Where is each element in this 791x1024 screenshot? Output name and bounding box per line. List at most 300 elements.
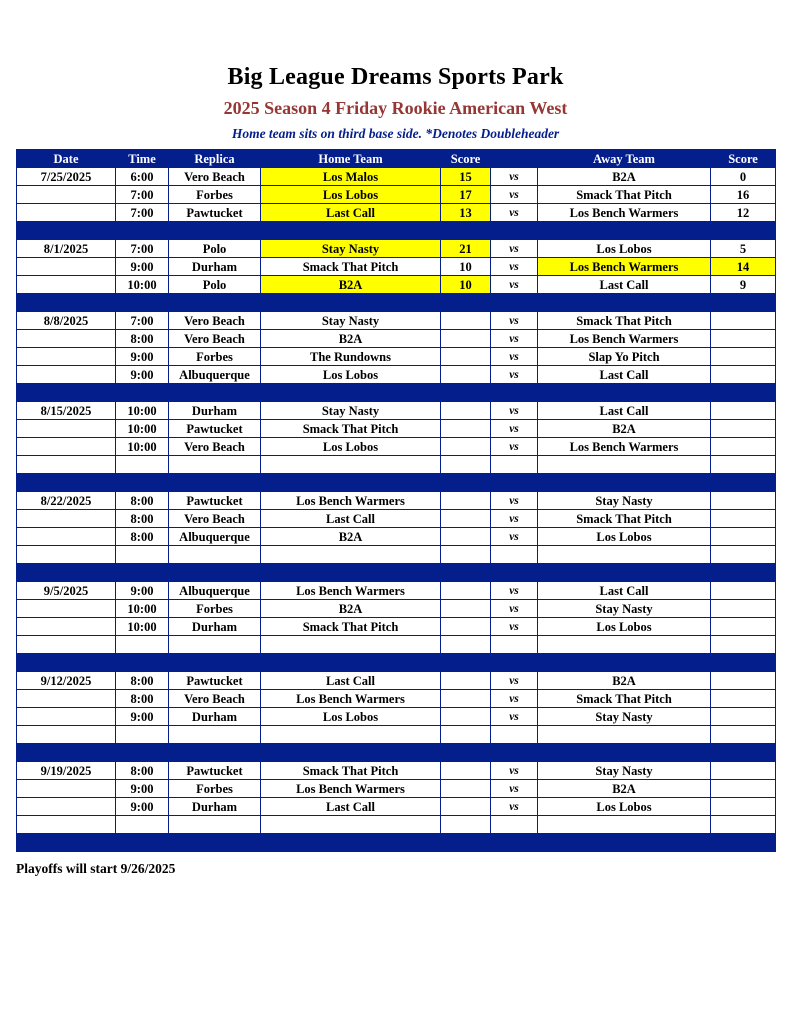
away-team-cell: Smack That Pitch	[538, 510, 711, 528]
vs-cell: vs	[491, 438, 538, 456]
schedule-table-body	[17, 168, 776, 852]
away-team-cell: Last Call	[538, 276, 711, 294]
home-score-cell	[441, 420, 491, 438]
home-team-cell: Stay Nasty	[261, 312, 441, 330]
home-team-cell: B2A	[261, 528, 441, 546]
time-cell: 10:00	[116, 618, 169, 636]
blank-cell	[441, 456, 491, 474]
away-team-cell: B2A	[538, 672, 711, 690]
home-team-cell: Smack That Pitch	[261, 420, 441, 438]
home-score-cell	[441, 672, 491, 690]
replica-cell: Pawtucket	[169, 762, 261, 780]
game-row	[17, 708, 776, 726]
home-team-cell: Los Lobos	[261, 186, 441, 204]
home-score-cell: 10	[441, 276, 491, 294]
away-score-cell	[711, 600, 776, 618]
date-cell	[17, 708, 116, 726]
away-score-cell	[711, 582, 776, 600]
table-header-row	[17, 150, 776, 168]
replica-cell: Albuquerque	[169, 582, 261, 600]
separator-row	[17, 564, 776, 582]
separator-row	[17, 474, 776, 492]
date-cell	[17, 618, 116, 636]
away-team-cell: Los Bench Warmers	[538, 258, 711, 276]
time-cell: 7:00	[116, 186, 169, 204]
home-score-cell	[441, 510, 491, 528]
replica-cell: Vero Beach	[169, 312, 261, 330]
home-score-cell	[441, 708, 491, 726]
replica-cell: Durham	[169, 708, 261, 726]
separator-row	[17, 384, 776, 402]
vs-cell: vs	[491, 600, 538, 618]
vs-cell: vs	[491, 186, 538, 204]
home-score-cell	[441, 312, 491, 330]
separator-cell	[17, 564, 776, 582]
game-row	[17, 186, 776, 204]
separator-row	[17, 744, 776, 762]
date-cell	[17, 798, 116, 816]
schedule-note: Home team sits on third base side. *Denotes Doubleheader	[231, 126, 560, 141]
blank-cell	[441, 816, 491, 834]
vs-cell: vs	[491, 492, 538, 510]
blank-cell	[491, 726, 538, 744]
game-row	[17, 600, 776, 618]
away-team-cell: B2A	[538, 420, 711, 438]
home-score-cell	[441, 366, 491, 384]
home-score-cell: 15	[441, 168, 491, 186]
home-score-cell	[441, 402, 491, 420]
replica-cell: Polo	[169, 276, 261, 294]
home-team-cell: Los Lobos	[261, 438, 441, 456]
home-score-cell	[441, 528, 491, 546]
away-team-cell: Los Bench Warmers	[538, 330, 711, 348]
replica-cell: Polo	[169, 240, 261, 258]
vs-cell: vs	[491, 168, 538, 186]
separator-row	[17, 222, 776, 240]
replica-cell: Pawtucket	[169, 672, 261, 690]
vs-cell: vs	[491, 528, 538, 546]
home-team-cell: Smack That Pitch	[261, 258, 441, 276]
blank-cell	[169, 816, 261, 834]
away-team-cell: B2A	[538, 780, 711, 798]
blank-cell	[116, 816, 169, 834]
vs-cell: vs	[491, 258, 538, 276]
vs-cell: vs	[491, 240, 538, 258]
home-score-cell: 13	[441, 204, 491, 222]
blank-cell	[491, 816, 538, 834]
home-team-cell: Los Bench Warmers	[261, 492, 441, 510]
blank-cell	[169, 456, 261, 474]
away-team-cell: B2A	[538, 168, 711, 186]
away-score-cell: 16	[711, 186, 776, 204]
home-team-cell: Los Malos	[261, 168, 441, 186]
blank-cell	[491, 456, 538, 474]
game-row	[17, 240, 776, 258]
vs-cell: vs	[491, 402, 538, 420]
game-row	[17, 276, 776, 294]
blank-cell	[711, 456, 776, 474]
vs-cell: vs	[491, 312, 538, 330]
home-team-cell: Last Call	[261, 204, 441, 222]
blank-cell	[169, 726, 261, 744]
replica-cell: Vero Beach	[169, 168, 261, 186]
away-team-cell: Los Lobos	[538, 618, 711, 636]
blank-row	[17, 816, 776, 834]
home-team-cell: Last Call	[261, 798, 441, 816]
replica-cell: Vero Beach	[169, 438, 261, 456]
blank-cell	[17, 546, 116, 564]
vs-cell: vs	[491, 582, 538, 600]
blank-cell	[491, 636, 538, 654]
home-score-cell	[441, 438, 491, 456]
date-cell	[17, 204, 116, 222]
blank-cell	[261, 726, 441, 744]
page-subtitle: 2025 Season 4 Friday Rookie American West	[223, 98, 568, 118]
time-cell: 9:00	[116, 780, 169, 798]
away-team-cell: Los Bench Warmers	[538, 204, 711, 222]
replica-cell: Forbes	[169, 600, 261, 618]
replica-cell: Albuquerque	[169, 528, 261, 546]
date-cell	[17, 528, 116, 546]
time-cell: 8:00	[116, 672, 169, 690]
separator-cell	[17, 654, 776, 672]
home-team-cell: Last Call	[261, 672, 441, 690]
home-score-cell: 17	[441, 186, 491, 204]
separator-cell	[17, 474, 776, 492]
home-team-cell: B2A	[261, 276, 441, 294]
home-score-cell	[441, 582, 491, 600]
date-cell: 9/5/2025	[17, 582, 116, 600]
separator-cell	[17, 834, 776, 852]
game-row	[17, 204, 776, 222]
time-cell: 8:00	[116, 492, 169, 510]
vs-cell: vs	[491, 348, 538, 366]
home-team-cell: Smack That Pitch	[261, 762, 441, 780]
date-cell	[17, 510, 116, 528]
date-cell	[17, 258, 116, 276]
date-cell	[17, 780, 116, 798]
blank-cell	[441, 726, 491, 744]
away-team-cell: Slap Yo Pitch	[538, 348, 711, 366]
home-team-cell: Smack That Pitch	[261, 618, 441, 636]
separator-cell	[17, 294, 776, 312]
time-cell: 9:00	[116, 798, 169, 816]
date-cell	[17, 600, 116, 618]
vs-cell: vs	[491, 420, 538, 438]
blank-row	[17, 546, 776, 564]
vs-cell: vs	[491, 780, 538, 798]
page-title: Big League Dreams Sports Park	[227, 64, 564, 90]
home-score-cell	[441, 690, 491, 708]
game-row	[17, 420, 776, 438]
replica-cell: Vero Beach	[169, 510, 261, 528]
away-score-cell	[711, 438, 776, 456]
blank-row	[17, 456, 776, 474]
blank-row	[17, 726, 776, 744]
blank-cell	[261, 546, 441, 564]
game-row	[17, 690, 776, 708]
away-team-cell: Smack That Pitch	[538, 690, 711, 708]
column-header-away-score: Score	[711, 150, 776, 168]
home-team-cell: Los Bench Warmers	[261, 690, 441, 708]
time-cell: 8:00	[116, 690, 169, 708]
away-score-cell: 12	[711, 204, 776, 222]
home-score-cell	[441, 348, 491, 366]
time-cell: 6:00	[116, 168, 169, 186]
away-score-cell	[711, 618, 776, 636]
away-score-cell	[711, 492, 776, 510]
away-score-cell	[711, 762, 776, 780]
away-score-cell	[711, 420, 776, 438]
away-team-cell: Last Call	[538, 366, 711, 384]
vs-cell: vs	[491, 798, 538, 816]
home-team-cell: The Rundowns	[261, 348, 441, 366]
separator-cell	[17, 384, 776, 402]
time-cell: 10:00	[116, 276, 169, 294]
blank-cell	[116, 546, 169, 564]
blank-cell	[711, 726, 776, 744]
blank-cell	[711, 816, 776, 834]
game-row	[17, 330, 776, 348]
time-cell: 9:00	[116, 258, 169, 276]
home-team-cell: Los Bench Warmers	[261, 780, 441, 798]
away-score-cell	[711, 366, 776, 384]
away-team-cell: Stay Nasty	[538, 492, 711, 510]
column-header-home-score: Score	[441, 150, 491, 168]
away-score-cell	[711, 528, 776, 546]
separator-row	[17, 834, 776, 852]
blank-cell	[261, 636, 441, 654]
date-cell	[17, 348, 116, 366]
vs-cell: vs	[491, 708, 538, 726]
blank-cell	[491, 546, 538, 564]
away-score-cell	[711, 402, 776, 420]
replica-cell: Albuquerque	[169, 366, 261, 384]
blank-cell	[17, 456, 116, 474]
time-cell: 9:00	[116, 708, 169, 726]
playoffs-note: Playoffs will start 9/26/2025	[16, 861, 176, 876]
blank-cell	[441, 546, 491, 564]
away-score-cell: 0	[711, 168, 776, 186]
blank-cell	[17, 816, 116, 834]
blank-cell	[116, 636, 169, 654]
vs-cell: vs	[491, 762, 538, 780]
blank-cell	[116, 726, 169, 744]
away-team-cell: Los Bench Warmers	[538, 438, 711, 456]
date-cell: 7/25/2025	[17, 168, 116, 186]
date-cell	[17, 438, 116, 456]
blank-cell	[538, 726, 711, 744]
game-row	[17, 510, 776, 528]
away-score-cell: 5	[711, 240, 776, 258]
game-row	[17, 672, 776, 690]
game-row	[17, 780, 776, 798]
date-cell	[17, 690, 116, 708]
game-row	[17, 528, 776, 546]
vs-cell: vs	[491, 330, 538, 348]
separator-row	[17, 294, 776, 312]
blank-cell	[17, 636, 116, 654]
date-cell: 8/1/2025	[17, 240, 116, 258]
replica-cell: Durham	[169, 618, 261, 636]
game-row	[17, 762, 776, 780]
replica-cell: Forbes	[169, 186, 261, 204]
column-header-vs	[491, 150, 538, 168]
date-cell	[17, 420, 116, 438]
home-team-cell: B2A	[261, 330, 441, 348]
home-score-cell	[441, 780, 491, 798]
game-row	[17, 366, 776, 384]
game-row	[17, 438, 776, 456]
blank-cell	[711, 636, 776, 654]
away-score-cell	[711, 780, 776, 798]
game-row	[17, 402, 776, 420]
time-cell: 9:00	[116, 582, 169, 600]
replica-cell: Pawtucket	[169, 492, 261, 510]
blank-cell	[169, 636, 261, 654]
blank-cell	[169, 546, 261, 564]
home-team-cell: Last Call	[261, 510, 441, 528]
blank-cell	[538, 636, 711, 654]
home-team-cell: Stay Nasty	[261, 402, 441, 420]
date-cell: 8/15/2025	[17, 402, 116, 420]
vs-cell: vs	[491, 690, 538, 708]
time-cell: 8:00	[116, 528, 169, 546]
home-score-cell	[441, 798, 491, 816]
time-cell: 7:00	[116, 204, 169, 222]
away-score-cell	[711, 708, 776, 726]
home-team-cell: Los Lobos	[261, 708, 441, 726]
separator-cell	[17, 744, 776, 762]
blank-row	[17, 636, 776, 654]
game-row	[17, 618, 776, 636]
replica-cell: Durham	[169, 402, 261, 420]
replica-cell: Forbes	[169, 348, 261, 366]
home-score-cell	[441, 762, 491, 780]
column-header-replica: Replica	[169, 150, 261, 168]
home-score-cell	[441, 492, 491, 510]
blank-cell	[538, 456, 711, 474]
home-team-cell: Los Lobos	[261, 366, 441, 384]
column-header-away-team: Away Team	[538, 150, 711, 168]
time-cell: 8:00	[116, 330, 169, 348]
time-cell: 9:00	[116, 348, 169, 366]
game-row	[17, 258, 776, 276]
replica-cell: Pawtucket	[169, 420, 261, 438]
game-row	[17, 312, 776, 330]
away-team-cell: Smack That Pitch	[538, 186, 711, 204]
time-cell: 10:00	[116, 600, 169, 618]
away-score-cell	[711, 690, 776, 708]
date-cell: 9/19/2025	[17, 762, 116, 780]
time-cell: 10:00	[116, 420, 169, 438]
away-team-cell: Stay Nasty	[538, 600, 711, 618]
vs-cell: vs	[491, 276, 538, 294]
replica-cell: Forbes	[169, 780, 261, 798]
replica-cell: Vero Beach	[169, 690, 261, 708]
vs-cell: vs	[491, 366, 538, 384]
away-team-cell: Stay Nasty	[538, 762, 711, 780]
home-score-cell	[441, 618, 491, 636]
away-team-cell: Los Lobos	[538, 528, 711, 546]
time-cell: 9:00	[116, 366, 169, 384]
replica-cell: Vero Beach	[169, 330, 261, 348]
away-score-cell	[711, 330, 776, 348]
date-cell	[17, 330, 116, 348]
blank-cell	[538, 816, 711, 834]
game-row	[17, 348, 776, 366]
game-row	[17, 582, 776, 600]
away-team-cell: Last Call	[538, 582, 711, 600]
date-cell: 9/12/2025	[17, 672, 116, 690]
replica-cell: Durham	[169, 258, 261, 276]
time-cell: 7:00	[116, 240, 169, 258]
column-header-time: Time	[116, 150, 169, 168]
away-team-cell: Los Lobos	[538, 240, 711, 258]
blank-cell	[17, 726, 116, 744]
vs-cell: vs	[491, 204, 538, 222]
home-team-cell: Los Bench Warmers	[261, 582, 441, 600]
home-score-cell: 10	[441, 258, 491, 276]
away-score-cell	[711, 348, 776, 366]
time-cell: 10:00	[116, 438, 169, 456]
blank-cell	[116, 456, 169, 474]
column-header-date: Date	[17, 150, 116, 168]
game-row	[17, 168, 776, 186]
away-score-cell: 9	[711, 276, 776, 294]
vs-cell: vs	[491, 672, 538, 690]
away-team-cell: Stay Nasty	[538, 708, 711, 726]
separator-row	[17, 654, 776, 672]
time-cell: 8:00	[116, 762, 169, 780]
schedule-table	[16, 149, 776, 852]
away-team-cell: Smack That Pitch	[538, 312, 711, 330]
away-score-cell: 14	[711, 258, 776, 276]
date-cell: 8/8/2025	[17, 312, 116, 330]
game-row	[17, 798, 776, 816]
vs-cell: vs	[491, 510, 538, 528]
time-cell: 10:00	[116, 402, 169, 420]
away-score-cell	[711, 798, 776, 816]
time-cell: 7:00	[116, 312, 169, 330]
blank-cell	[711, 546, 776, 564]
date-cell	[17, 276, 116, 294]
column-header-home-team: Home Team	[261, 150, 441, 168]
game-row	[17, 492, 776, 510]
home-score-cell	[441, 330, 491, 348]
replica-cell: Durham	[169, 798, 261, 816]
away-team-cell: Last Call	[538, 402, 711, 420]
blank-cell	[441, 636, 491, 654]
date-cell	[17, 186, 116, 204]
date-cell: 8/22/2025	[17, 492, 116, 510]
away-team-cell: Los Lobos	[538, 798, 711, 816]
away-score-cell	[711, 312, 776, 330]
home-team-cell: B2A	[261, 600, 441, 618]
blank-cell	[261, 456, 441, 474]
date-cell	[17, 366, 116, 384]
time-cell: 8:00	[116, 510, 169, 528]
replica-cell: Pawtucket	[169, 204, 261, 222]
away-score-cell	[711, 510, 776, 528]
away-score-cell	[711, 672, 776, 690]
vs-cell: vs	[491, 618, 538, 636]
separator-cell	[17, 222, 776, 240]
blank-cell	[261, 816, 441, 834]
home-score-cell	[441, 600, 491, 618]
blank-cell	[538, 546, 711, 564]
home-team-cell: Stay Nasty	[261, 240, 441, 258]
